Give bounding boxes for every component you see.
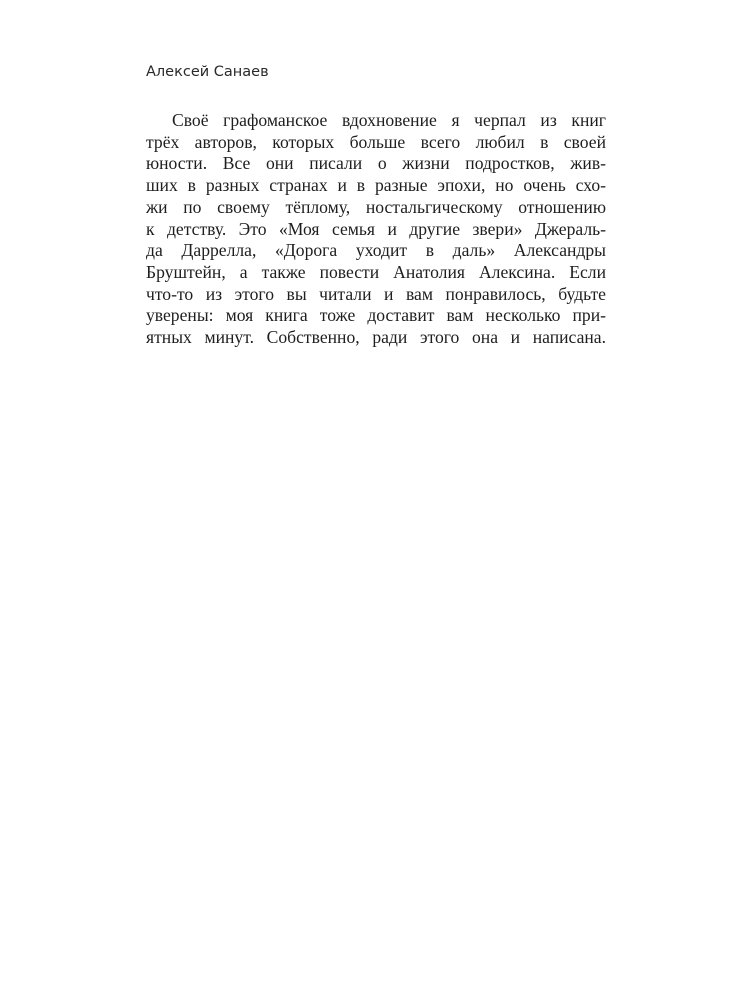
text-line: жи по своему тёплому, ностальгическому отношению — [146, 196, 606, 217]
text-line: уверены: моя книга тоже доставит вам несколько при- — [146, 305, 606, 326]
text-line: ших в разных странах и в разные эпохи, но очень схо- — [146, 175, 606, 196]
body-paragraph — [146, 110, 606, 349]
text-line: да Даррелла, «Дорога уходит в даль» Александры — [146, 240, 606, 261]
text-line: Своё графоманское вдохновение я черпал из книг — [172, 110, 606, 130]
running-header-author: Алексей Санаев — [146, 64, 269, 80]
text-line: Бруштейн, а также повести Анатолия Алексина. Если — [146, 261, 606, 282]
text-line: юности. Все они писали о жизни подростков, жив- — [146, 153, 606, 174]
text-line: к детству. Это «Моя семья и другие звери» Джераль- — [146, 218, 606, 239]
text-line: трёх авторов, которых больше всего любил в своей — [146, 131, 606, 152]
text-line: ятных минут. Собственно, ради этого она и написана. — [146, 327, 606, 348]
text-line: что-то из этого вы читали и вам понравилось, будьте — [146, 283, 606, 304]
